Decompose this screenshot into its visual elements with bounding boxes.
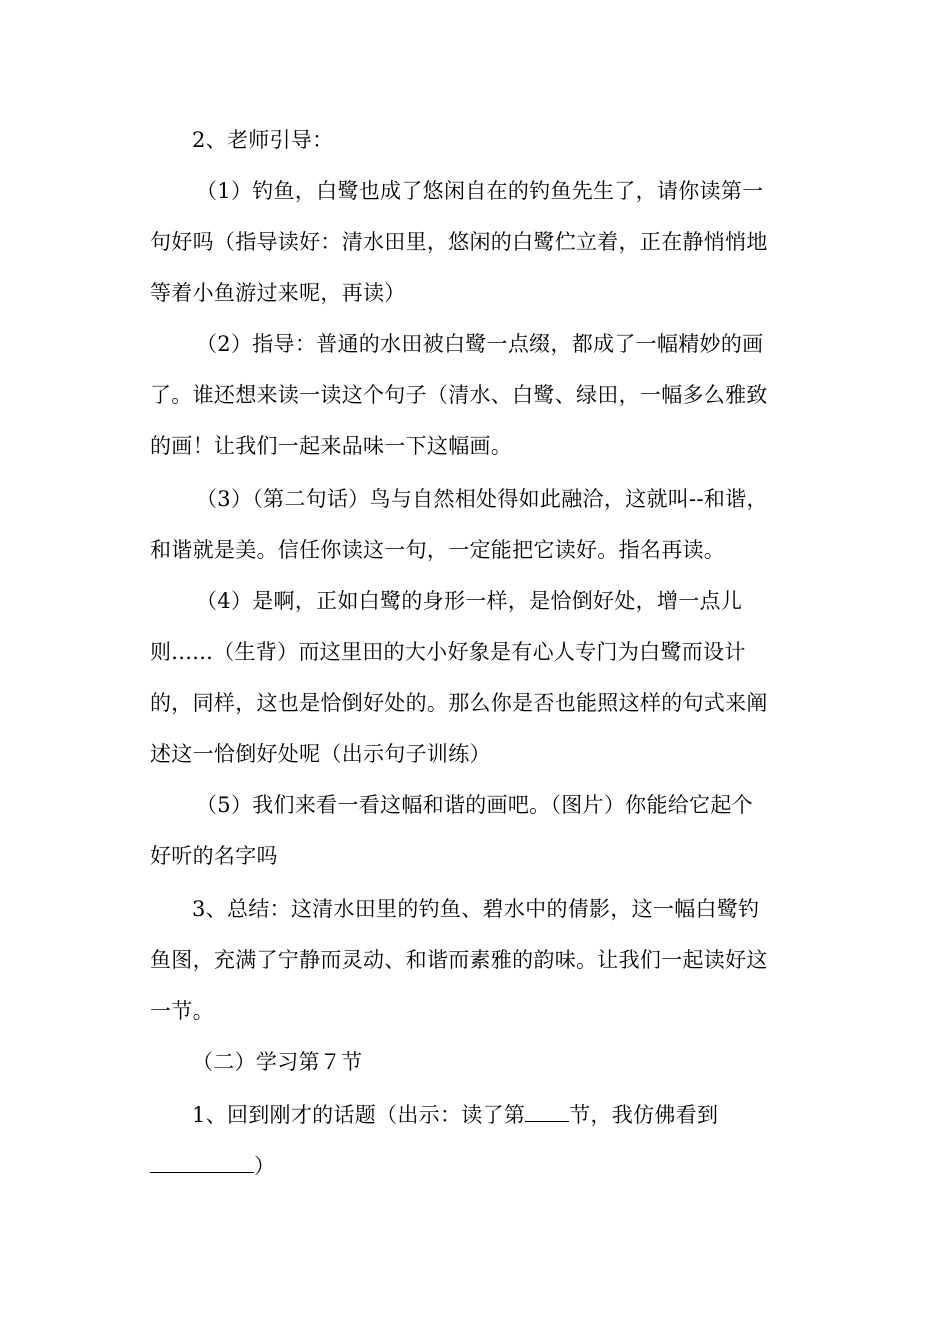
text-line: （2）指导：普通的水田被白鹭一点缀，都成了一幅精妙的画 [196, 332, 764, 356]
text-line: 和谐就是美。信任你读这一句，一定能把它读好。指名再读。 [150, 538, 726, 562]
text-line: 鱼图，充满了宁静而灵动、和谐而素雅的韵味。让我们一起读好这 [150, 948, 768, 972]
text-line: 2、老师引导： [192, 128, 334, 152]
fill-in-blank [525, 1099, 569, 1122]
text-line: 的，同样，这也是恰倒好处的。那么你是否也能照这样的句式来阐 [150, 691, 768, 715]
text-line: （1）钓鱼，白鹭也成了悠闲自在的钓鱼先生了，请你读第一 [196, 179, 764, 203]
text-line: 等着小鱼游过来呢，再读） [150, 281, 406, 305]
text-line: 3、总结：这清水田里的钓鱼、碧水中的倩影，这一幅白鹭钓 [192, 897, 760, 921]
text-line: 一节。 [150, 999, 214, 1023]
text-line: 了。谁还想来读一读这个句子（清水、白鹭、绿田，一幅多么雅致 [150, 383, 768, 407]
text-line: （4）是啊，正如白鹭的身形一样，是恰倒好处，增一点儿 [196, 589, 743, 613]
text-line-with-blank [150, 1150, 810, 1181]
text-line: 句好吗（指导读好：清水田里，悠闲的白鹭伫立着，正在静悄悄地 [150, 230, 768, 254]
fill-in-blank [150, 1150, 254, 1173]
text-line-with-blank [192, 1099, 852, 1130]
text-line: （二）学习第７节 [192, 1050, 363, 1074]
text-segment: ） [254, 1154, 276, 1178]
text-line: （3）（第二句话）鸟与自然相处得如此融洽，这就叫--和谐， [196, 487, 768, 511]
text-line: 述这一恰倒好处呢（出示句子训练） [150, 742, 491, 766]
text-line: 的画！让我们一起来品味一下这幅画。 [150, 434, 513, 458]
text-line: 则......（生背）而这里田的大小好象是有心人专门为白鹭而设计 [150, 640, 746, 664]
text-line: 好听的名字吗 [150, 844, 278, 868]
text-line: （5）我们来看一看这幅和谐的画吧。（图片）你能给它起个 [196, 793, 753, 817]
text-segment: 节，我仿佛看到 [569, 1103, 719, 1127]
text-segment: 1、回到刚才的话题（出示：读了第 [192, 1103, 526, 1127]
